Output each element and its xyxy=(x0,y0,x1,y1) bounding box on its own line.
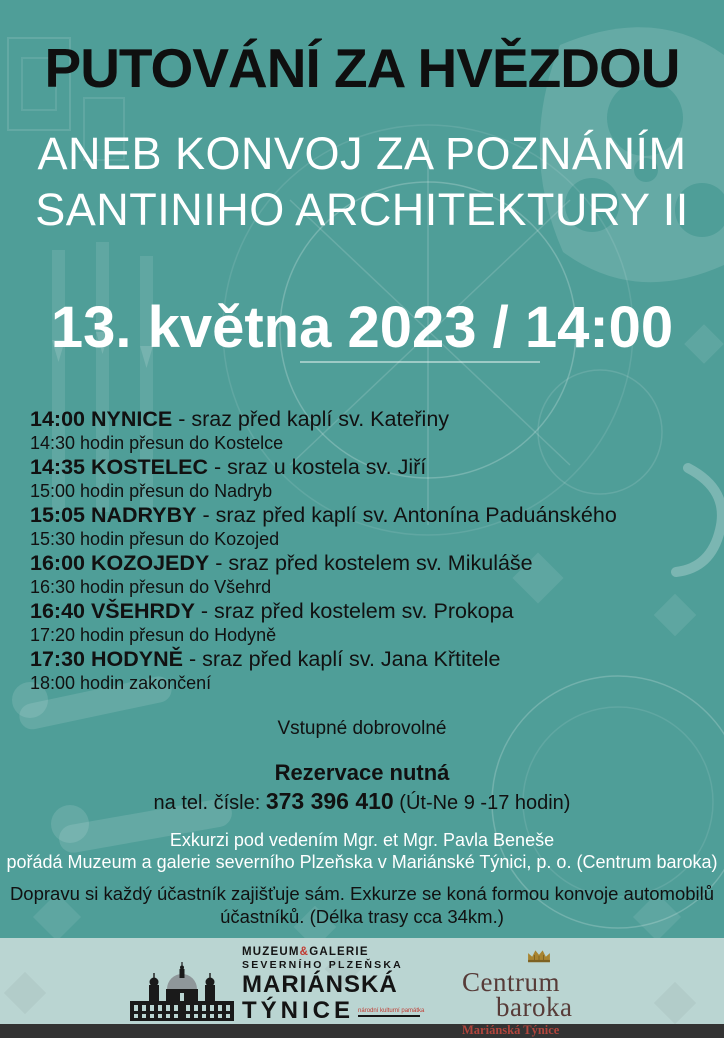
museum-word: MUZEUM xyxy=(242,946,300,958)
centrum-line2: baroka xyxy=(496,992,573,1022)
museum-name-line4-row xyxy=(242,998,424,1023)
museum-tagline-text: národní kulturní památka xyxy=(358,1008,425,1014)
poster-title: PUTOVÁNÍ ZA HVĚZDOU xyxy=(44,37,680,99)
subtitle-line-2: SANTINIHO ARCHITEKTURY II xyxy=(35,184,689,235)
phone-prefix: na tel. čísle: xyxy=(153,792,261,814)
monastery-building-icon xyxy=(130,961,234,1023)
gallery-word: GALERIE xyxy=(309,946,369,958)
museum-tagline xyxy=(358,1008,424,1017)
museum-name-line4: TÝNICE xyxy=(242,997,355,1024)
subtitle-line-1: ANEB KONVOJ ZA POZNÁNÍM xyxy=(37,128,687,179)
schedule-item xyxy=(30,550,694,598)
schedule-stop xyxy=(30,646,694,673)
event-schedule xyxy=(30,406,694,694)
schedule-item xyxy=(30,406,694,454)
centrum-line1: Centrum xyxy=(462,967,560,997)
schedule-item xyxy=(30,502,694,550)
schedule-item xyxy=(30,454,694,502)
organizer-line: pořádá Muzeum a galerie severního Plzeňska v Mariánské Týnici, p. o. (Centrum baroka) xyxy=(6,852,718,872)
schedule-item xyxy=(30,598,694,646)
schedule-stop xyxy=(30,454,694,481)
ampersand: & xyxy=(299,946,310,958)
schedule-stop xyxy=(30,550,694,577)
schedule-transfer: 18:00 hodin zakončení xyxy=(30,673,212,693)
schedule-item xyxy=(30,646,694,694)
phone-number: 373 396 410 xyxy=(265,788,394,814)
footer-logo-band xyxy=(0,938,724,1037)
schedule-transfer: 16:30 hodin přesun do Všehrd xyxy=(30,577,272,597)
stop-time-place: 17:30 HODYNĚ xyxy=(30,647,183,671)
museum-gallery-logo xyxy=(130,946,424,1023)
stop-time-place: 16:40 VŠEHRDY xyxy=(30,599,195,623)
guide-line: Exkurzi pod vedením Mgr. et Mgr. Pavla Beneše xyxy=(169,830,555,850)
organizer-info xyxy=(0,829,724,873)
schedule-transfer: 15:00 hodin přesun do Nadryb xyxy=(30,481,273,501)
centrum-baroka-logo xyxy=(462,944,632,1038)
transport-line-1: Dopravu si každý účastník zajišťuje sám. Exkurze se koná formou konvoje automobilů xyxy=(9,883,715,904)
schedule-transfer: 14:30 hodin přesun do Kostelce xyxy=(30,433,284,453)
museum-name-line2: SEVERNÍHO PLZEŇSKA xyxy=(242,959,403,971)
stop-detail: - sraz před kaplí sv. Antonína Paduánského xyxy=(202,503,617,527)
museum-name-line3: MARIÁNSKÁ xyxy=(242,971,398,998)
schedule-stop xyxy=(30,502,694,529)
museum-name-line1 xyxy=(242,946,424,959)
stop-time-place: 14:00 NYNICE xyxy=(30,407,173,431)
stop-time-place: 15:05 NADRYBY xyxy=(30,503,197,527)
event-datetime: 13. května 2023 / 14:00 xyxy=(50,295,674,360)
reservation-phone-line xyxy=(0,788,724,815)
schedule-transfer: 17:20 hodin přesun do Hodyně xyxy=(30,625,277,645)
schedule-stop xyxy=(30,598,694,625)
stop-detail: - sraz před kostelem sv. Mikuláše xyxy=(215,551,533,575)
museum-logo-text xyxy=(242,946,424,1023)
stop-detail: - sraz před kostelem sv. Prokopa xyxy=(200,599,514,623)
stop-detail: - sraz před kaplí sv. Kateřiny xyxy=(178,407,450,431)
stop-time-place: 16:00 KOZOJEDY xyxy=(30,551,210,575)
schedule-transfer: 15:30 hodin přesun do Kozojed xyxy=(30,529,280,549)
stop-detail: - sraz před kaplí sv. Jana Křtitele xyxy=(188,647,501,671)
museum-tagline-rule xyxy=(358,1015,420,1017)
transport-note xyxy=(0,882,724,928)
phone-hours: (Út-Ne 9 -17 hodin) xyxy=(399,792,571,814)
stop-time-place: 14:35 KOSTELEC xyxy=(30,455,209,479)
schedule-stop xyxy=(30,406,694,433)
crown-icon xyxy=(524,944,632,969)
centrum-line3: Mariánská Týnice xyxy=(462,1023,560,1037)
reservation-title: Rezervace nutná xyxy=(274,760,450,785)
transport-line-2: účastníků. (Délka trasy cca 34km.) xyxy=(220,906,504,927)
stop-detail: - sraz u kostela sv. Jiří xyxy=(214,455,427,479)
poster-subtitle xyxy=(0,126,724,238)
entry-fee-note: Vstupné dobrovolné xyxy=(277,718,447,739)
